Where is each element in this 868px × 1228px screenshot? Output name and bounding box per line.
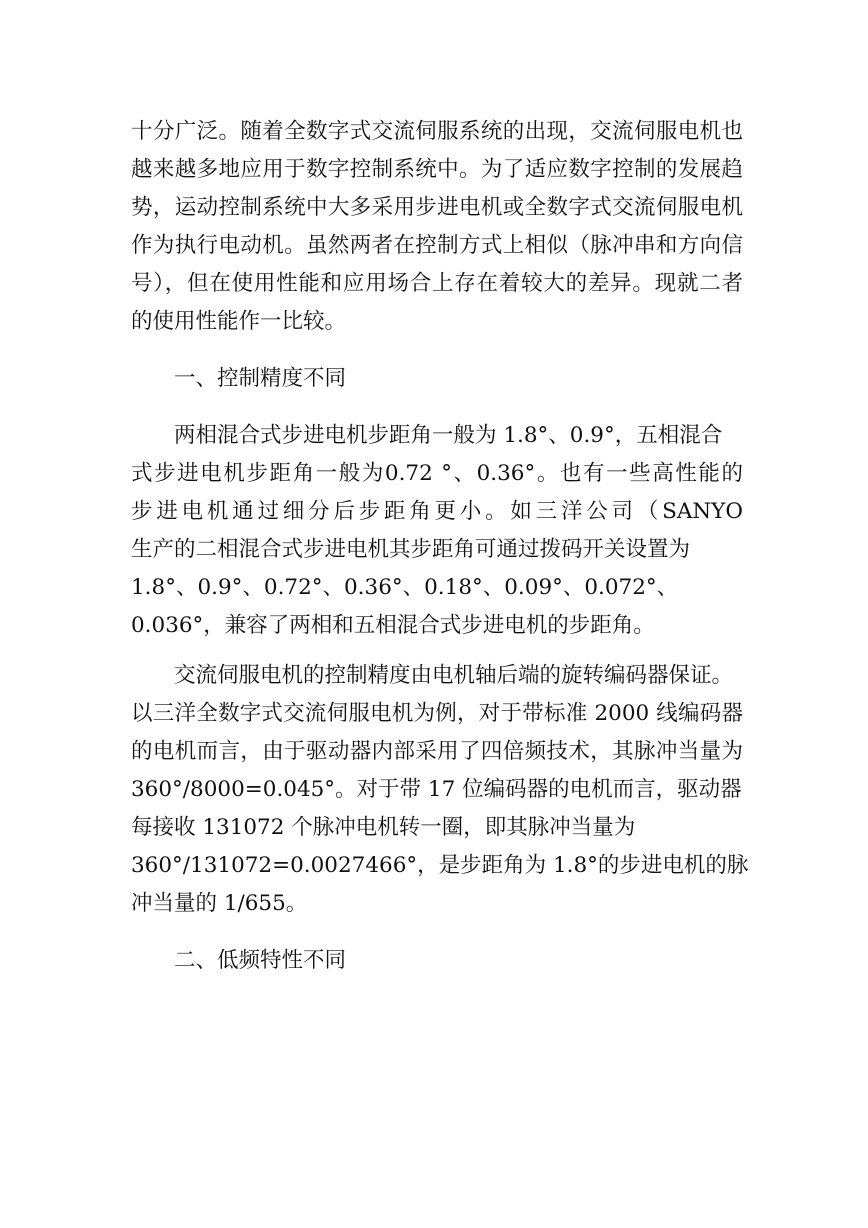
- document-body: [131, 113, 749, 987]
- paragraph-line: 交流伺服电机的控制精度由电机轴后端的旋转编码器保证。: [174, 663, 734, 688]
- paragraph-line: 360°/131072=0.0027466°，是步距角为 1.8°的步进电机的脉: [131, 853, 749, 878]
- paragraph-line: 每接收 131072 个脉冲电机转一圈，即其脉冲当量为: [131, 815, 636, 840]
- section-heading: 二、低频特性不同: [174, 948, 347, 973]
- paragraph-line: 越来越多地应用于数字控制系统中。为了适应数字控制的发展趋: [131, 157, 743, 182]
- paragraph-line: 的电机而言，由于驱动器内部采用了四倍频技术，其脉冲当量为: [131, 739, 743, 764]
- section-heading: 一、控制精度不同: [174, 366, 347, 391]
- paragraph-line: 作为执行电动机。虽然两者在控制方式上相似（脉冲串和方向信: [131, 233, 743, 258]
- paragraph-line: 的使用性能作一比较。: [131, 309, 347, 334]
- paragraph-line: 0.036°，兼容了两相和五相混合式步进电机的步距角。: [131, 613, 655, 638]
- paragraph-line: 势，运动控制系统中大多采用步进电机或全数字式交流伺服电机: [131, 195, 743, 220]
- paragraph-line: 以三洋全数字式交流伺服电机为例，对于带标准 2000 线编码器: [131, 701, 743, 726]
- paragraph-line: 式步进电机步距角一般为0.72 °、0.36°。也有一些高性能的: [131, 461, 743, 486]
- paragraph-line: 360°/8000=0.045°。对于带 17 位编码器的电机而言，驱动器: [131, 777, 742, 802]
- paragraph-line: 两相混合式步进电机步距角一般为 1.8°、0.9°，五相混合: [174, 423, 723, 448]
- paragraph-line: 1.8°、0.9°、0.72°、0.36°、0.18°、0.09°、0.072°、: [131, 575, 679, 600]
- paragraph-line: 步进电机通过细分后步距角更小。如三洋公司（SANYO: [131, 499, 743, 524]
- paragraph-line: 十分广泛。随着全数字式交流伺服系统的出现，交流伺服电机也: [131, 119, 743, 144]
- paragraph-line: 号），但在使用性能和应用场合上存在着较大的差异。现就二者: [131, 271, 743, 296]
- paragraph-line: 生产的二相混合式步进电机其步距角可通过拨码开关设置为: [131, 537, 691, 562]
- paragraph-line: 冲当量的 1/655。: [131, 891, 308, 916]
